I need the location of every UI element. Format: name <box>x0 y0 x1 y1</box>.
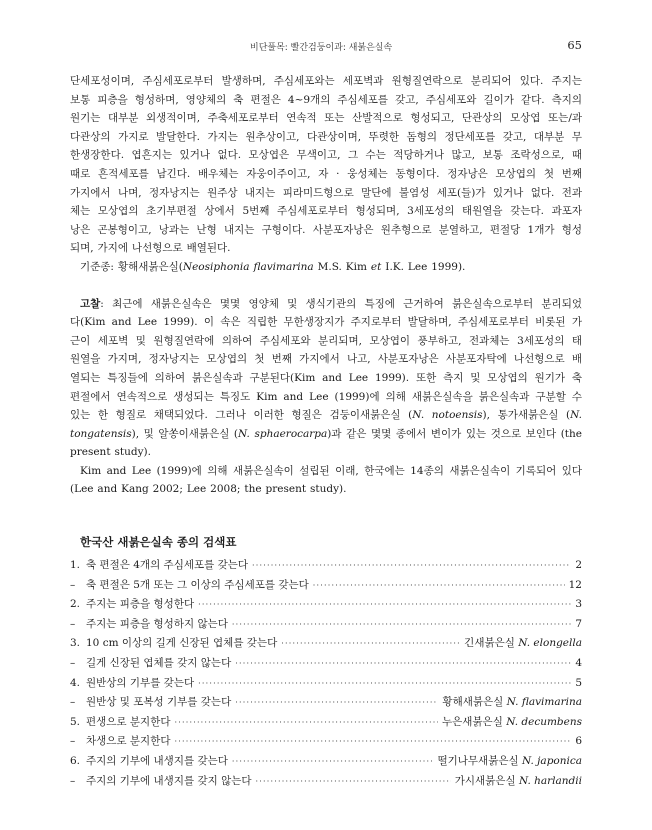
key-dot-leader <box>235 654 571 674</box>
text-line: 때로 흔적세포를 남긴다. 배우체는 자웅이주이고, 자 · 웅성체는 동형이다. 정자낭은 모상엽의 첫 번째 <box>70 167 582 180</box>
key-row <box>70 713 582 733</box>
key-row <box>70 654 582 674</box>
key-couplet-text: 주지는 피층을 형성하지 않는다 <box>86 617 228 630</box>
key-dot-leader <box>232 615 571 635</box>
key-number: 4. <box>70 676 81 689</box>
key-target <box>464 634 582 654</box>
key-target-scientific: N. harlandii <box>518 774 582 787</box>
key-row <box>70 732 582 752</box>
key-couplet-text: 축 편절은 5개 또는 그 이상의 주심세포를 갖는다 <box>86 578 309 591</box>
key-target <box>575 674 582 694</box>
key-number: 6. <box>70 755 81 767</box>
key-number: – <box>70 774 76 787</box>
key-target-scientific: N. elongella <box>518 637 582 650</box>
key-dot-leader <box>198 674 571 694</box>
key-target <box>442 693 582 713</box>
key-target-scientific: N. flavimarina <box>506 696 582 709</box>
key-couplet-text: 10 cm 이상의 길게 신장된 엽체를 갖는다 <box>86 637 278 650</box>
key-number: – <box>70 735 76 748</box>
key-couplet-text: 주지의 기부에 내생지를 갖지 않는다 <box>86 774 252 787</box>
text-line: 원열을 가지며, 정자낭지는 모상엽의 첫 번째 가지에서 나고, 사분포자낭은 사분포자탁에 나선형으로 배 <box>70 353 582 366</box>
key-row <box>70 634 582 654</box>
key-number: 3. <box>70 637 81 650</box>
type-species-korean: 황해새붉은실 <box>117 260 179 273</box>
species-name: N. notoensis <box>412 409 483 422</box>
text-line: 가지에서 나며, 정자낭지는 원주상 내지는 피라미드형으로 말단에 불염성 세포(들)가 있거나 없다. 전과 <box>70 186 582 199</box>
running-header-title: 비단풀목: 빨간검둥이과: 새붉은실속 <box>250 43 393 53</box>
key-target <box>437 752 582 772</box>
key-dot-leader <box>174 713 438 733</box>
text-line: 다관상의 가지로 발달한다. 가지는 원추상이고, 다관상이며, 뚜렷한 돔형의 정단세포를 갖고, 대부분 무 <box>70 130 582 143</box>
type-species-line: 기준종: 황해새붉은실(Neosiphonia flavimarina M.S. Kim et I.K. Lee 1999). <box>80 260 466 273</box>
type-species-author-2: I.K. Lee 1999). <box>385 260 466 273</box>
key-row <box>70 556 582 576</box>
key-dot-leader <box>232 752 434 772</box>
identification-key <box>70 556 582 791</box>
type-species-author: M.S. Kim <box>317 260 367 273</box>
key-couplet-text: 원반상 및 포복성 기부를 갖는다 <box>86 696 232 709</box>
key-title: 한국산 새붉은실속 종의 검색표 <box>80 535 237 550</box>
key-dot-leader <box>174 732 571 752</box>
key-number: 2. <box>70 598 81 611</box>
key-row <box>70 674 582 694</box>
key-couplet-text: 편생으로 분지한다 <box>86 715 171 728</box>
text-line <box>70 295 582 314</box>
text-span: 있는 한 형질로 채택되었다. 그러나 이러한 형질은 검둥이새붉은실 ( <box>70 409 413 422</box>
key-target-label: 2 <box>575 559 582 572</box>
key-target-label: 누은새붉은실 <box>441 715 503 728</box>
key-target-scientific: N. japonica <box>521 755 582 767</box>
text-line: 편절에서 연속적으로 생성되는 특징도 Kim and Lee (1999)에 의해 새붉은실속을 붉은실속과 구분할 수 <box>70 390 582 403</box>
key-target <box>569 576 582 596</box>
text-line: present study). <box>70 446 151 459</box>
key-number: 1. <box>70 559 81 572</box>
key-row <box>70 752 582 772</box>
key-couplet-text: 원반상의 기부를 갖는다 <box>86 676 195 689</box>
text-line: 다(Kim and Lee 1999). 이 속은 직립한 무한생장지가 주지로부터 발달하며, 주심세포로부터 비롯된 가 <box>70 316 582 329</box>
text-line: 열되는 특징들에 의하여 붉은실속과 구분된다(Kim and Lee 1999). 또한 측지 및 모상엽의 원기가 축 <box>70 371 582 384</box>
text-line: 되며, 가지에 나선형으로 배열된다. <box>70 242 231 255</box>
key-couplet-text: 차생으로 분지한다 <box>86 735 171 748</box>
key-number: – <box>70 696 76 709</box>
key-target-label: 5 <box>575 676 582 689</box>
type-species-scientific: Neosiphonia flavimarina <box>182 260 314 273</box>
key-target <box>455 772 582 792</box>
text-line: 보통 피층을 형성하며, 영양체의 축 편절은 4~9개의 주심세포를 갖고, 주심세포와 길이가 같다. 측지의 <box>70 93 582 106</box>
type-species-et: et <box>370 260 382 273</box>
key-dot-leader <box>252 556 571 576</box>
species-name: tongatensis <box>70 427 132 440</box>
key-number: 5. <box>70 715 81 728</box>
key-target <box>442 713 582 733</box>
key-target-scientific: N. decumbens <box>506 715 582 728</box>
key-dot-leader <box>256 772 451 792</box>
key-dot-leader <box>198 595 571 615</box>
key-row <box>70 693 582 713</box>
key-target-label: 4 <box>575 657 582 670</box>
text-line <box>70 425 582 444</box>
key-target <box>575 732 582 752</box>
text-line: 체는 모상엽의 초기부편절 상에서 5번째 주심세포로부터 형성되며, 3세포성의 태원열을 갖는다. 과포자 <box>70 205 582 218</box>
key-target-label: 6 <box>575 735 582 748</box>
key-target-label: 긴새붉은실 <box>464 637 515 650</box>
text-line: 한생장한다. 엽흔지는 있거나 없다. 모상엽은 무색이고, 그 수는 적당하거나 많고, 보통 조락성으로, 때 <box>70 149 582 162</box>
text-line: Kim and Lee (1999)에 의해 새붉은실속이 설립된 이래, 한국에는 14종의 새붉은실속이 기록되어 있다 <box>80 464 582 477</box>
text-span: : 최근에 새붉은실속은 몇몇 영양체 및 생식기관의 특징에 근거하여 붉은실속으로부터 분리되었 <box>100 297 582 310</box>
key-number: – <box>70 617 76 630</box>
key-target-label: 황해새붉은실 <box>442 696 504 709</box>
key-couplet-text: 축 편절은 4개의 주심세포를 갖는다 <box>86 559 249 572</box>
description-paragraph <box>70 72 582 277</box>
type-species-label: 기준종: <box>80 260 114 273</box>
key-row <box>70 772 582 792</box>
key-target-label: 12 <box>568 578 582 591</box>
page-number: 65 <box>567 38 582 52</box>
text-line: 단세포성이며, 주심세포로부터 발생하며, 주심세포와는 세포벽과 원형질연락으로 분리되어 있다. 주지는 <box>70 75 582 87</box>
species-name: N. <box>570 409 583 422</box>
key-target <box>575 595 582 615</box>
key-number: – <box>70 657 76 670</box>
text-line: 원기는 대부분 외생적이며, 주축세포로부터 연속적 또는 산발적으로 형성되고, 단관상의 모상엽 또는/과 <box>70 112 582 125</box>
key-dot-leader <box>281 634 460 654</box>
key-couplet-text: 주지는 피층을 형성한다 <box>86 598 195 611</box>
key-dot-leader <box>313 576 565 596</box>
key-row <box>70 576 582 596</box>
key-target <box>575 615 582 635</box>
key-number: – <box>70 578 76 591</box>
text-line: (Lee and Kang 2002; Lee 2008; the present study). <box>70 483 347 496</box>
text-line: 낭은 곤봉형이고, 낭과는 난형 내지는 구형이다. 사분포자낭은 원추형으로 분열하고, 편절당 1개가 형성 <box>70 223 582 236</box>
discussion-paragraph <box>70 295 582 500</box>
document-body <box>70 72 582 791</box>
key-target-label: 가시새붉은실 <box>454 774 516 787</box>
key-couplet-text: 길게 신장된 엽체를 갖지 않는다 <box>86 657 232 670</box>
discussion-label: 고찰 <box>80 297 101 310</box>
key-row <box>70 595 582 615</box>
key-couplet-text: 주지의 기부에 내생지를 갖는다 <box>86 755 228 767</box>
key-target-label: 7 <box>575 617 582 630</box>
key-dot-leader <box>235 693 438 713</box>
key-target <box>575 556 582 576</box>
text-line <box>70 406 582 425</box>
key-target-label: 떨기나무새붉은실 <box>437 755 519 767</box>
key-target-label: 3 <box>575 598 582 611</box>
key-target <box>575 654 582 674</box>
text-span: )과 같은 몇몇 종에서 변이가 있는 것으로 보인다 (the <box>327 427 582 440</box>
text-line: 근이 세포벽 및 원형질연락에 의하여 주심세포와 분리되며, 모상엽이 풍부하고, 전과체는 3세포성의 태 <box>70 334 582 347</box>
text-span: ), 및 알쏭이새붉은실 ( <box>131 427 239 440</box>
text-span: ), 통가새붉은실 ( <box>482 409 571 422</box>
running-header <box>70 38 582 54</box>
species-name: N. sphaerocarpa <box>238 427 328 440</box>
key-row <box>70 615 582 635</box>
